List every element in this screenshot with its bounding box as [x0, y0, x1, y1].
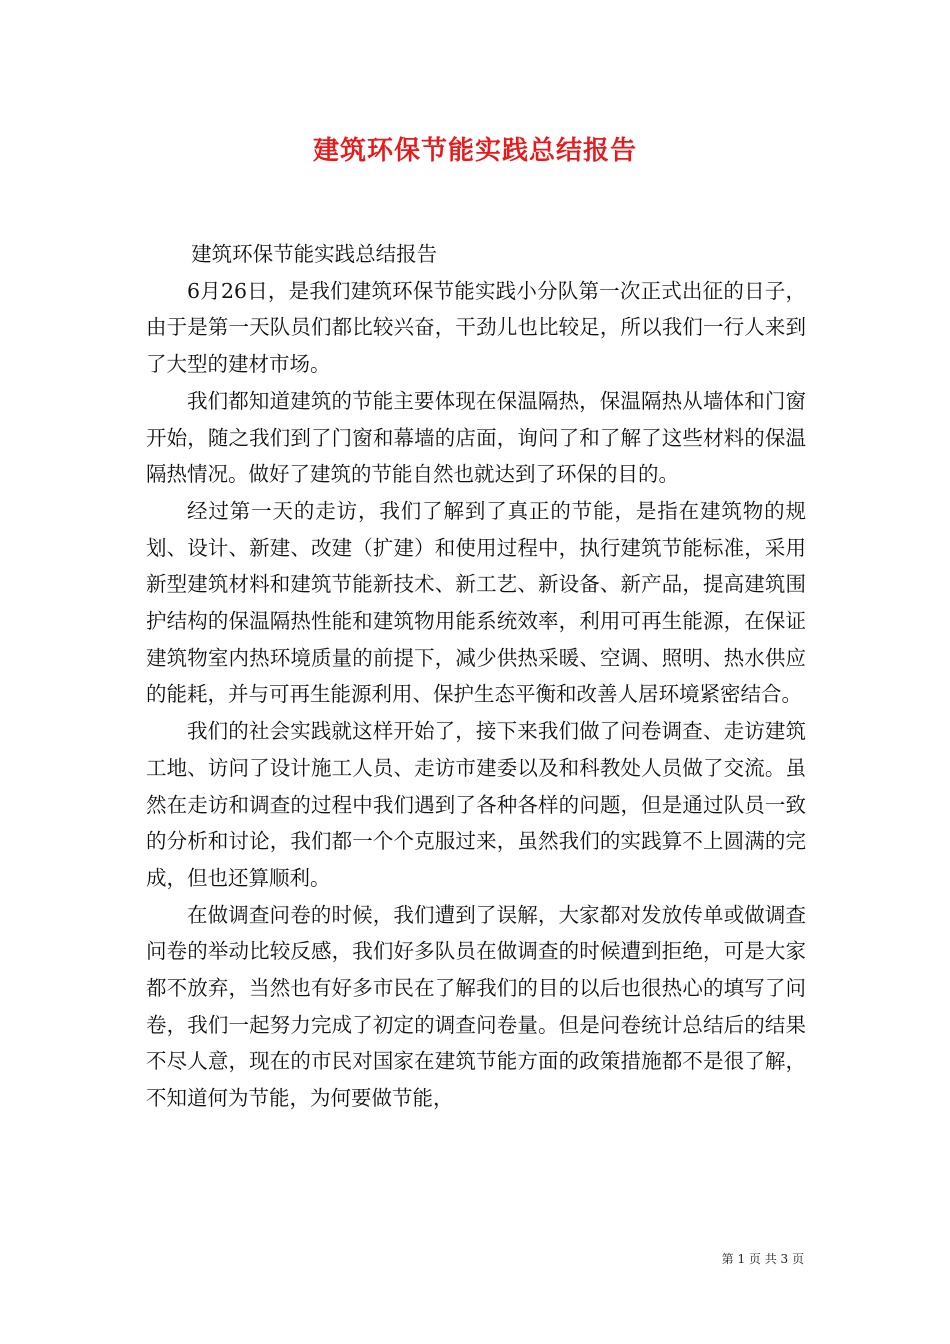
paragraph-3: 经过第一天的走访，我们了解到了真正的节能，是指在建筑物的规划、设计、新建、改建（扩建）和使用过程中，执行建筑节能标准，采用新型建筑材料和建筑节能新技术、新工艺、新设备、新产品，提高建筑围护结构的保温隔热性能和建筑物用能系统效率，利用可再生能源，在保证建筑物室内热环境质量的前提下，减少供热采暖、空调、照明、热水供应的能耗，并与可再生能源利用、保护生态平衡和改善人居环境紧密结合。 [146, 498, 806, 707]
paragraph-5: 在做调查问卷的时候，我们遭到了误解，大家都对发放传单或做调查问卷的举动比较反感，我们好多队员在做调查的时候遭到拒绝，可是大家都不放弃，当然也有好多市民在了解我们的目的以后也很热心的填写了问卷，我们一起努力完成了初定的调查问卷量。但是问卷统计总结后的结果不尽人意，现在的市民对国家在建筑节能方面的政策措施都不是很了解，不知道何为节能，为何要做节能， [146, 902, 806, 1111]
document-body [146, 236, 806, 1117]
paragraph-1: 6月26日，是我们建筑环保节能实践小分队第一次正式出征的日子，由于是第一天队员们都比较兴奋，干劲儿也比较足，所以我们一行人来到了大型的建材市场。 [146, 278, 806, 377]
document-title: 建筑环保节能实践总结报告 [312, 136, 637, 166]
paragraph-2: 我们都知道建筑的节能主要体现在保温隔热，保温隔热从墙体和门窗开始，随之我们到了门窗和幕墙的店面，询问了和了解了这些材料的保温隔热情况。做好了建筑的节能自然也就达到了环保的目的。 [146, 388, 806, 487]
page-number: 第 1 页 共 3 页 [721, 1252, 804, 1266]
document-subtitle: 建筑环保节能实践总结报告 [191, 242, 438, 266]
paragraph-4: 我们的社会实践就这样开始了，接下来我们做了问卷调查、走访建筑工地、访问了设计施工人员、走访市建委以及和科教处人员做了交流。虽然在走访和调查的过程中我们遇到了各种各样的问题，但是通过队员一致的分析和讨论，我们都一个个克服过来，虽然我们的实践算不上圆满的完成，但也还算顺利。 [146, 719, 806, 890]
